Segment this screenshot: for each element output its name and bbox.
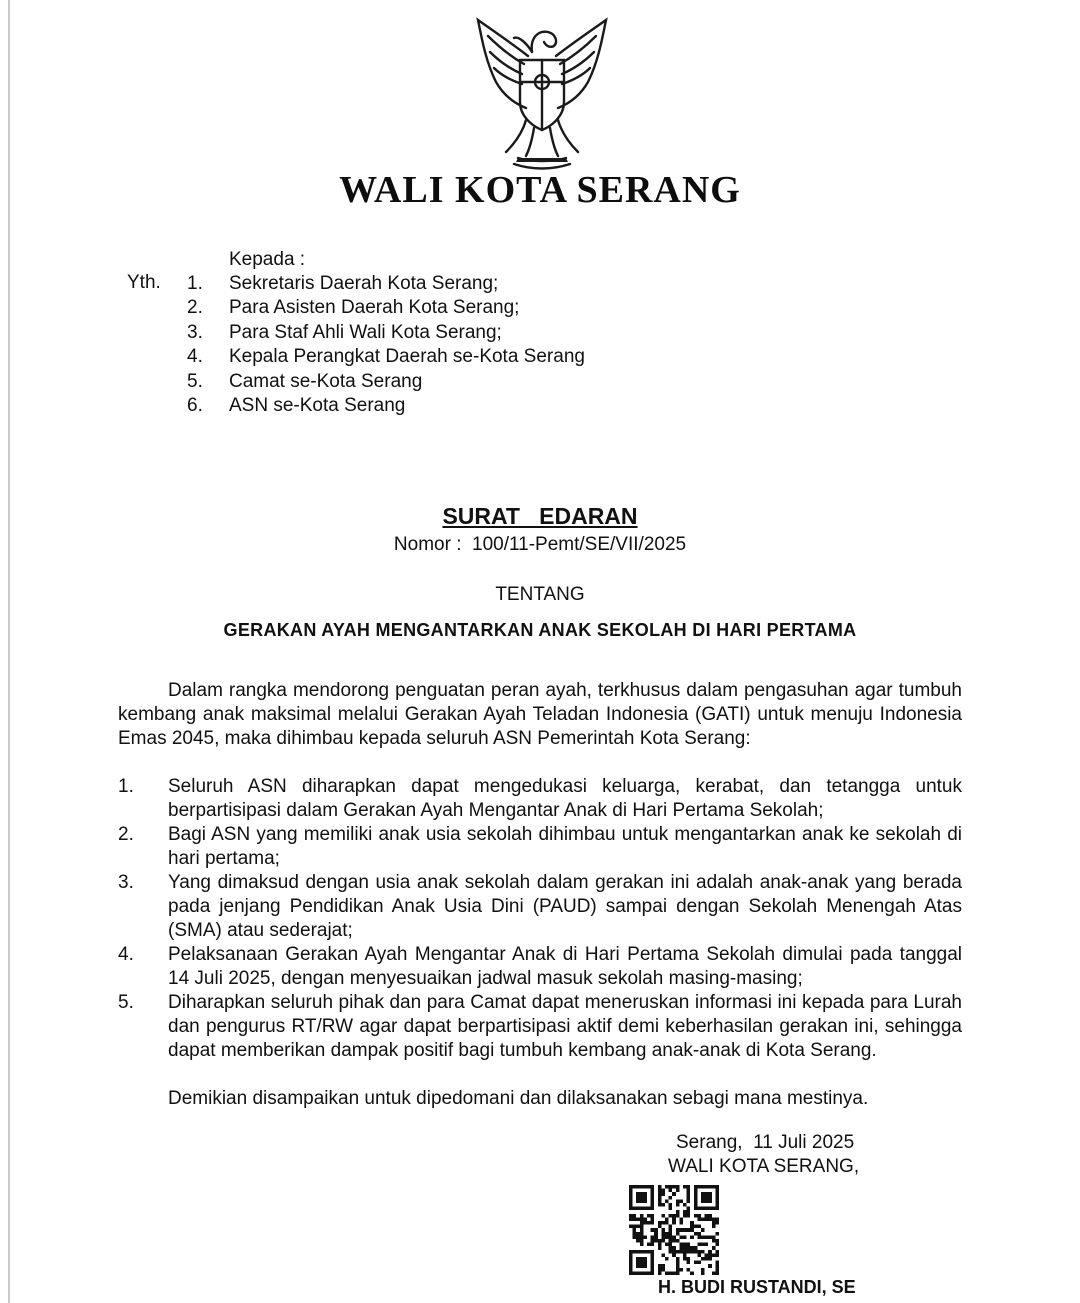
recipient-text: Sekretaris Daerah Kota Serang; <box>229 273 499 294</box>
intro-paragraph: Dalam rangka mendorong penguatan peran ayah, terkhusus dalam pengasuhan agar tumbuh kembang anak maksimal melalui Gerakan Ayah Teladan Indonesia (GATI) untuk menuju Indonesia Emas 2045, maka dihimbau kepada seluruh ASN Pemerintah Kota Serang: <box>118 680 962 749</box>
about-label: TENTANG <box>495 584 585 605</box>
instruction-number: 1. <box>118 776 134 797</box>
recipient-number: 2. <box>187 297 203 319</box>
recipient-text: Kepala Perangkat Daerah se-Kota Serang <box>229 346 585 368</box>
instruction-item <box>118 991 962 1063</box>
recipient-list <box>187 272 585 418</box>
recipient-honorific: Yth. <box>127 272 161 293</box>
recipient-item <box>187 370 585 394</box>
recipient-number: 6. <box>187 394 203 416</box>
instruction-list <box>118 775 962 1063</box>
instruction-item <box>118 871 962 943</box>
recipient-item <box>187 296 585 320</box>
qr-code-icon <box>629 1185 719 1275</box>
recipient-number: 3. <box>187 321 203 343</box>
instruction-item <box>118 775 962 823</box>
recipient-item <box>187 272 585 296</box>
instruction-number: 2. <box>118 824 134 845</box>
signatory-name: H. BUDI RUSTANDI, SE <box>658 1277 856 1297</box>
recipient-text: Para Staf Ahli Wali Kota Serang; <box>229 321 502 343</box>
recipient-item <box>187 345 585 369</box>
signature-office: WALI KOTA SERANG, <box>668 1156 860 1177</box>
instruction-text: Bagi ASN yang memiliki anak usia sekolah dihimbau untuk mengantarkan anak ke sekolah di hari pertama; <box>168 824 962 869</box>
instruction-text: Yang dimaksud dengan usia anak sekolah dalam gerakan ini adalah anak-anak yang berada pada jenjang Pendidikan Anak Usia Dini (PAUD) sampai dengan Sekolah Menengah Atas (SMA) atau sederajat; <box>168 872 962 941</box>
recipient-text: Para Asisten Daerah Kota Serang; <box>229 297 520 319</box>
signature-place-date: Serang, 11 Juli 2025 <box>676 1132 855 1153</box>
recipient-text: ASN se-Kota Serang <box>229 394 406 416</box>
garuda-emblem-icon <box>466 12 618 170</box>
letter-type-heading: SURAT EDARAN <box>442 503 638 529</box>
closing-sentence: Demikian disampaikan untuk dipedomani dan dilaksanakan sebagi mana mestinya. <box>168 1088 869 1109</box>
recipient-to-label: Kepada : <box>229 249 306 270</box>
recipient-number: 5. <box>187 370 203 392</box>
instruction-number: 3. <box>118 872 134 893</box>
recipient-item <box>187 321 585 345</box>
instruction-number: 5. <box>118 992 134 1013</box>
recipient-number: 1. <box>187 273 203 294</box>
instruction-text: Diharapkan seluruh pihak dan para Camat dapat meneruskan informasi ini kepada para Lurah dan pengurus RT/RW agar dapat berpartisipasi aktif demi keberhasilan gerakan ini, sehingga dapat memberikan dampak positif bagi tumbuh kembang anak-anak di Kota Serang. <box>168 992 962 1061</box>
letter-subject: GERAKAN AYAH MENGANTARKAN ANAK SEKOLAH DI HARI PERTAMA <box>223 620 857 640</box>
office-title: WALI KOTA SERANG <box>339 169 741 211</box>
instruction-text: Seluruh ASN diharapkan dapat mengedukasi keluarga, kerabat, dan tetangga untuk berpartisipasi dalam Gerakan Ayah Mengantar Anak di Hari Pertama Sekolah; <box>168 776 962 821</box>
recipient-item <box>187 394 585 418</box>
instruction-item <box>118 823 962 871</box>
instruction-text: Pelaksanaan Gerakan Ayah Mengantar Anak di Hari Pertama Sekolah dimulai pada tanggal 14 Juli 2025, dengan menyesuaikan jadwal masuk sekolah masing-masing; <box>168 944 962 989</box>
instruction-number: 4. <box>118 944 134 965</box>
letter-number: Nomor : 100/11-Pemt/SE/VII/2025 <box>393 534 687 555</box>
recipient-number: 4. <box>187 346 203 368</box>
recipient-text: Camat se-Kota Serang <box>229 370 423 392</box>
instruction-item <box>118 943 962 991</box>
